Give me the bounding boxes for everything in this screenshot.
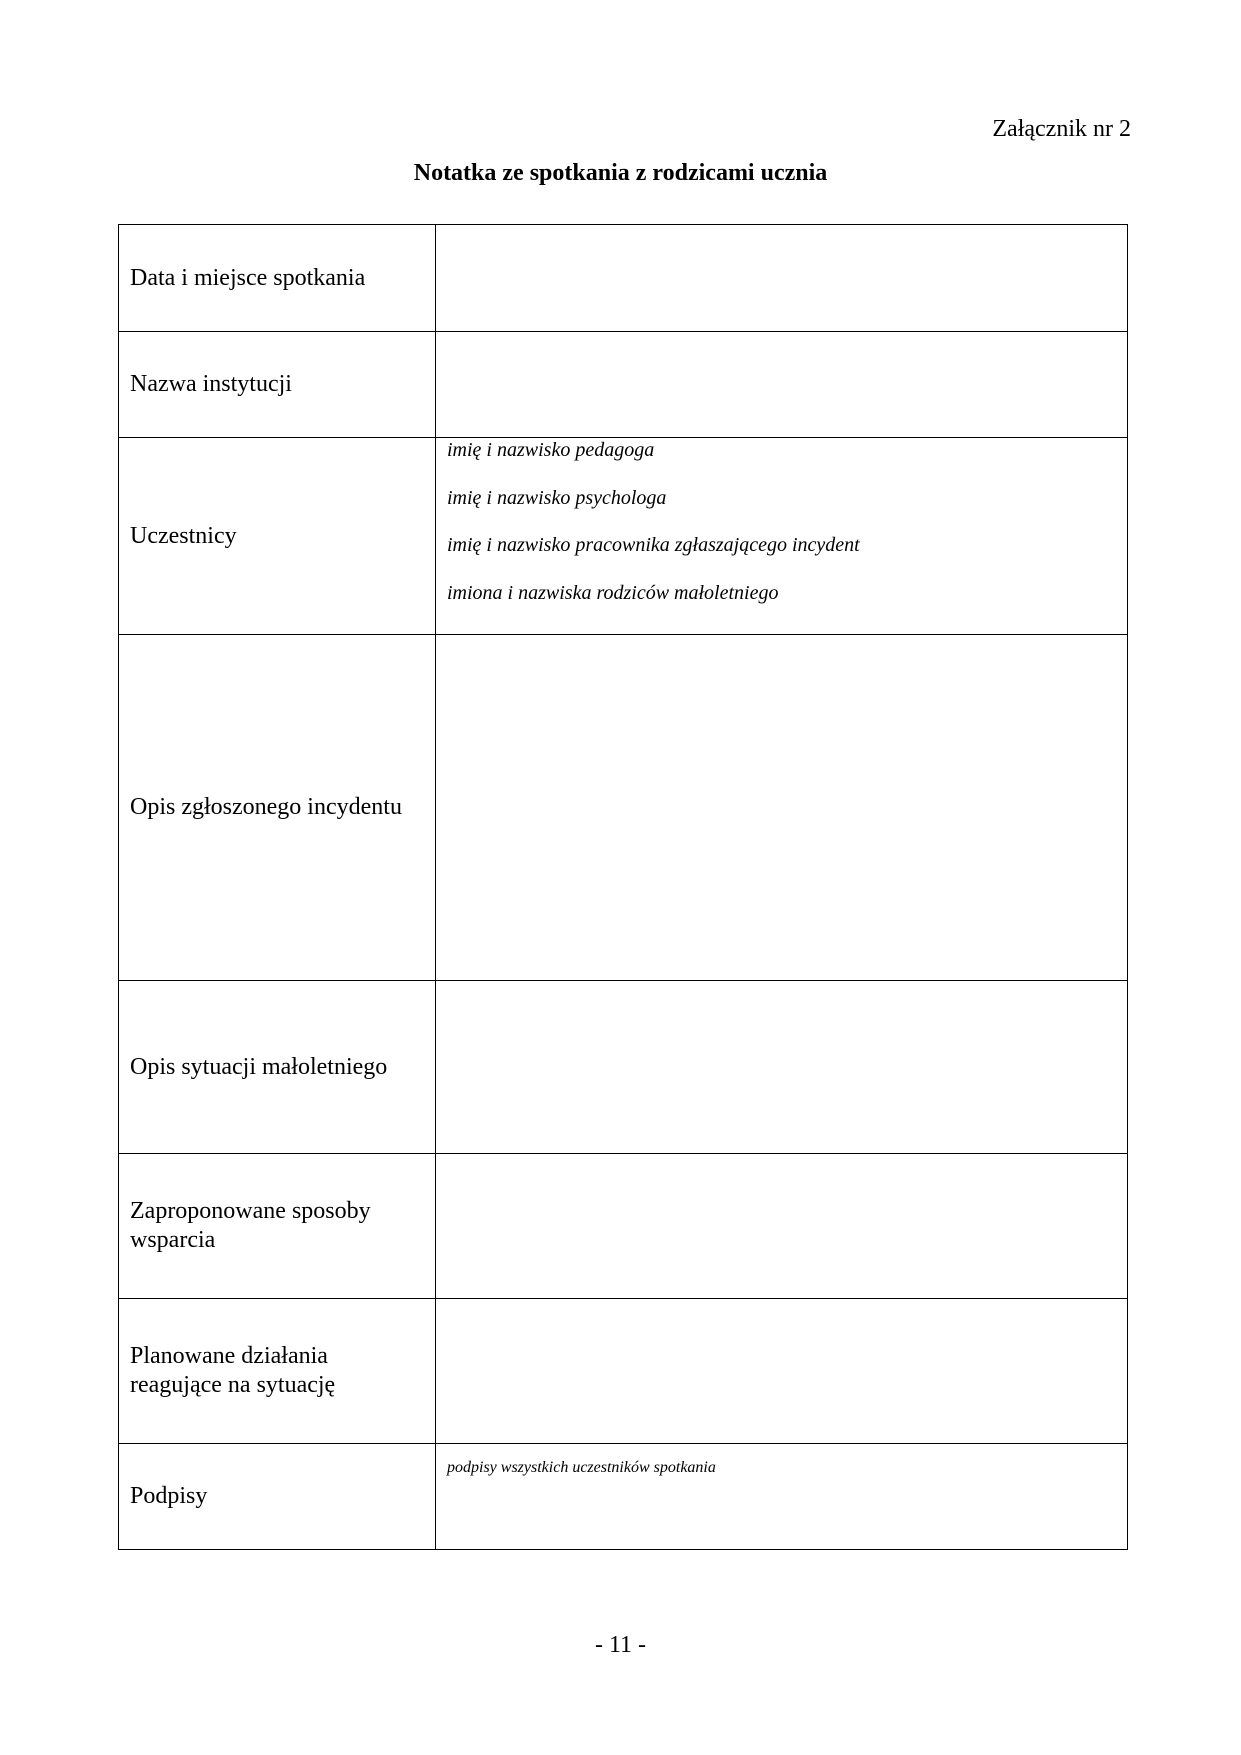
field-support[interactable] <box>436 1154 1128 1299</box>
field-institution[interactable] <box>436 332 1128 438</box>
label-institution: Nazwa instytucji <box>119 332 436 438</box>
label-support: Zaproponowane sposoby wsparcia <box>119 1154 436 1299</box>
form-row-minor-situation <box>119 981 1128 1154</box>
field-signatures[interactable] <box>436 1444 1128 1550</box>
label-planned-actions: Planowane działania reagujące na sytuację <box>119 1299 436 1444</box>
form-row-signatures <box>119 1444 1128 1550</box>
form-row-incident <box>119 635 1128 981</box>
label-date-place: Data i miejsce spotkania <box>119 225 436 332</box>
hint-signatures: podpisy wszystkich uczestników spotkania <box>447 1459 716 1476</box>
hint-pedagogue: imię i nazwisko pedagoga <box>447 439 655 461</box>
label-minor-situation: Opis sytuacji małoletniego <box>119 981 436 1154</box>
field-date-place[interactable] <box>436 225 1128 332</box>
field-planned-actions[interactable] <box>436 1299 1128 1444</box>
form-row-support <box>119 1154 1128 1299</box>
form-row-institution <box>119 332 1128 438</box>
label-signatures: Podpisy <box>119 1444 436 1550</box>
hint-psychologist: imię i nazwisko psychologa <box>447 486 667 509</box>
form-row-planned-actions <box>119 1299 1128 1444</box>
hint-parents: imiona i nazwiska rodziców małoletniego <box>447 581 779 604</box>
annex-label: Załącznik nr 2 <box>992 116 1131 142</box>
document-title: Notatka ze spotkania z rodzicami ucznia <box>413 160 828 186</box>
form-row-participants <box>119 438 1128 635</box>
label-participants: Uczestnicy <box>119 438 436 635</box>
meeting-note-form <box>118 224 1128 1550</box>
page-number: - 11 - <box>594 1632 647 1658</box>
field-incident[interactable] <box>436 635 1128 981</box>
field-participants[interactable] <box>436 438 1128 635</box>
form-row-date-place <box>119 225 1128 332</box>
field-minor-situation[interactable] <box>436 981 1128 1154</box>
label-incident: Opis zgłoszonego incydentu <box>119 635 436 981</box>
hint-reporting-employee: imię i nazwisko pracownika zgłaszającego incydent <box>447 534 860 557</box>
